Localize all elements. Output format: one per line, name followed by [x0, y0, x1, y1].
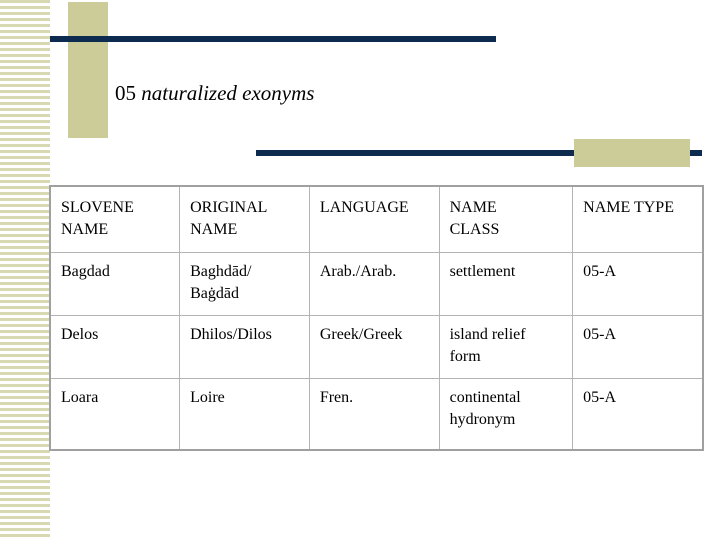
table-cell: settlement — [439, 253, 573, 316]
table-cell: 05-A — [573, 253, 703, 316]
table-cell: Arab./Arab. — [309, 253, 439, 316]
header-cell: NAME TYPE — [573, 186, 703, 253]
table-cell: 05-A — [573, 379, 703, 451]
header-cell: NAME CLASS — [439, 186, 573, 253]
header-cell: ORIGINAL NAME — [180, 186, 310, 253]
slide-title — [115, 79, 314, 107]
table-cell: Delos — [50, 316, 180, 379]
table-cell: 05-A — [573, 316, 703, 379]
exonyms-table — [49, 185, 704, 451]
title-number: 05 — [115, 81, 136, 105]
table-cell: island relief form — [439, 316, 573, 379]
table-cell: Dhilos/Dilos — [180, 316, 310, 379]
table-header-row — [50, 186, 703, 253]
table-cell: Baghdād/ Baġdād — [180, 253, 310, 316]
title-text: naturalized exonyms — [141, 81, 315, 105]
table-cell: Loara — [50, 379, 180, 451]
table-cell: continental hydronym — [439, 379, 573, 451]
decorative-block-right — [574, 139, 690, 167]
table-cell: Bagdad — [50, 253, 180, 316]
table-cell: Greek/Greek — [309, 316, 439, 379]
decorative-bar-top — [50, 36, 496, 42]
table-row — [50, 253, 703, 316]
decorative-stripes — [0, 0, 50, 540]
header-cell: LANGUAGE — [309, 186, 439, 253]
decorative-block-left — [68, 2, 108, 138]
table-row — [50, 316, 703, 379]
table-row — [50, 379, 703, 451]
header-cell: SLOVENE NAME — [50, 186, 180, 253]
table-cell: Loire — [180, 379, 310, 451]
table-cell: Fren. — [309, 379, 439, 451]
